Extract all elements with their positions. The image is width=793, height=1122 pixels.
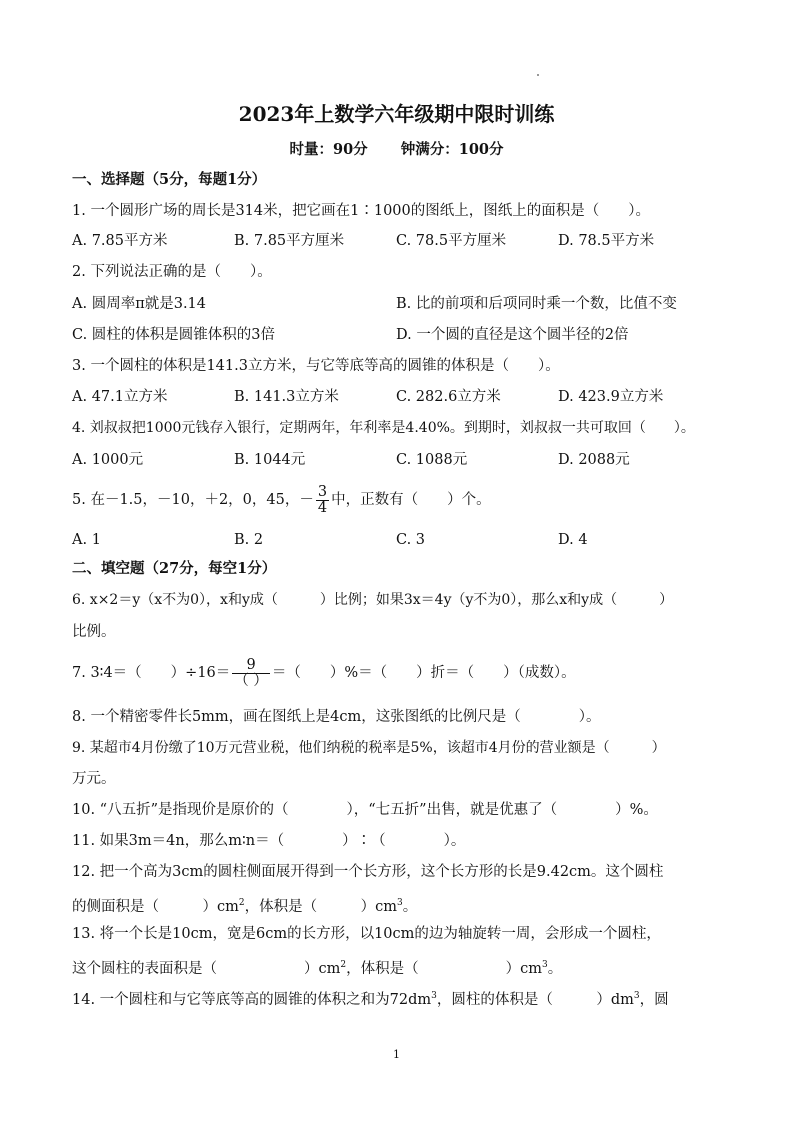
question-4: 4. 刘叔叔把1000元钱存入银行，定期两年，年利率是4.40%。到期时，刘叔叔一共可取回（ ）。	[72, 420, 695, 436]
question-3: 3. 一个圆柱的体积是141.3立方米，与它等底等高的圆锥的体积是（ ）。	[72, 358, 560, 374]
q5-option-c: C. 3	[396, 532, 426, 548]
section-heading-choice: 一、选择题（5分，每题1分）	[72, 171, 267, 188]
time-limit: 时量：90分	[289, 141, 368, 158]
page-number: 1	[393, 1048, 400, 1061]
q1-option-a: A. 7.85平方米	[72, 233, 168, 249]
q4-option-d: D. 2088元	[558, 452, 630, 468]
q14-text-b: ，圆柱的体积是（ ）dm	[436, 992, 634, 1008]
question-13-line2	[72, 955, 562, 979]
q3-option-a: A. 47.1立方米	[72, 389, 168, 405]
superscript-3: 3	[431, 991, 437, 1001]
question-14	[72, 986, 669, 1010]
q4-option-c: C. 1088元	[396, 452, 468, 468]
superscript-2: 2	[340, 960, 347, 970]
fraction-numerator: 9	[232, 658, 270, 674]
question-6-line2: 比例。	[72, 624, 116, 640]
q13-text-a: 这个圆柱的表面积是（ ）cm	[72, 961, 341, 977]
q3-option-d: D. 423.9立方米	[558, 389, 664, 405]
q2-option-d: D. 一个圆的直径是这个圆半径的2倍	[396, 327, 629, 343]
question-13-line1: 13. 将一个长是10cm，宽是6cm的长方形，以10cm的边为轴旋转一周，会形成一个圆柱，	[72, 926, 661, 942]
superscript-2: 2	[238, 898, 245, 908]
superscript-3: 3	[633, 991, 640, 1001]
question-7	[72, 656, 576, 690]
question-5	[72, 483, 491, 517]
page-title: 2023年上数学六年级期中限时训练	[238, 102, 555, 126]
q1-option-c: C. 78.5平方厘米	[396, 233, 507, 249]
q14-text-c: ，圆	[639, 992, 669, 1008]
q13-text-c: 。	[547, 961, 563, 977]
total-score: 钟满分：100分	[400, 141, 504, 158]
q2-option-b: B. 比的前项和后项同时乘一个数，比值不变	[396, 296, 677, 312]
q12-text-c: 。	[402, 899, 418, 915]
q5-text-before: 5. 在－1.5，－10，＋2，0，45，－	[72, 492, 314, 508]
q4-option-a: A. 1000元	[72, 452, 144, 468]
q12-text-a: 的侧面积是（ ）cm	[72, 899, 239, 915]
scan-speck	[537, 74, 539, 76]
fraction-denominator: 4	[317, 499, 328, 516]
q7-fraction	[232, 658, 270, 689]
q5-option-a: A. 1	[72, 532, 101, 548]
fraction-numerator: 3	[317, 483, 328, 500]
question-8: 8. 一个精密零件长5mm，画在图纸上是4cm，这张图纸的比例尺是（ ）。	[72, 709, 601, 725]
question-12-line2	[72, 893, 417, 917]
q3-option-c: C. 282.6立方米	[396, 389, 501, 405]
question-9-line2: 万元。	[72, 771, 116, 787]
q1-option-d: D. 78.5平方米	[558, 233, 655, 249]
superscript-3: 3	[396, 898, 403, 908]
question-10: 10. “八五折”是指现价是原价的（ ），“七五折”出售，就是优惠了（ ）%。	[72, 802, 658, 818]
question-2: 2. 下列说法正确的是（ ）。	[72, 264, 272, 280]
q14-text-a: 14. 一个圆柱和与它等底等高的圆锥的体积之和为72dm	[72, 992, 432, 1008]
question-12-line1: 12. 把一个高为3cm的圆柱侧面展开得到一个长方形，这个长方形的长是9.42cm。这个圆柱	[72, 864, 664, 880]
question-11: 11. 如果3m＝4n，那么m∶n＝（ ）∶（ ）。	[72, 833, 466, 849]
q13-text-b: ，体积是（ ）cm	[346, 961, 542, 977]
q5-text-after: 中，正数有（ ）个。	[331, 492, 491, 508]
fraction-denominator: （ ）	[234, 672, 268, 689]
exam-meta	[0, 138, 793, 159]
q3-option-b: B. 141.3立方米	[234, 389, 339, 405]
question-9-line1: 9. 某超市4月份缴了10万元营业税，他们纳税的税率是5%，该超市4月份的营业额是（ ）	[72, 740, 666, 756]
q4-option-b: B. 1044元	[234, 452, 306, 468]
q2-option-a: A. 圆周率π就是3.14	[72, 296, 207, 312]
q2-option-c: C. 圆柱的体积是圆锥体积的3倍	[72, 327, 276, 343]
section-heading-fill: 二、填空题（27分，每空1分）	[72, 560, 277, 577]
q5-fraction	[316, 485, 329, 516]
q7-text-before: 7. 3∶4＝（ ）÷16＝	[72, 665, 231, 681]
q7-text-after: ＝（ ）%＝（ ）折＝（ ）（成数）。	[271, 665, 576, 681]
q12-text-b: ，体积是（ ）cm	[244, 899, 397, 915]
q5-option-d: D. 4	[558, 532, 588, 548]
superscript-3: 3	[541, 960, 548, 970]
question-6-line1: 6. x×2＝y（x不为0），x和y成（ ）比例；如果3x＝4y（y不为0），那么x和y成（ ）	[72, 592, 674, 608]
question-1: 1. 一个圆形广场的周长是314米，把它画在1∶1000的图纸上，图纸上的面积是（ ）。	[72, 203, 650, 219]
q5-option-b: B. 2	[234, 532, 264, 548]
q1-option-b: B. 7.85平方厘米	[234, 233, 345, 249]
